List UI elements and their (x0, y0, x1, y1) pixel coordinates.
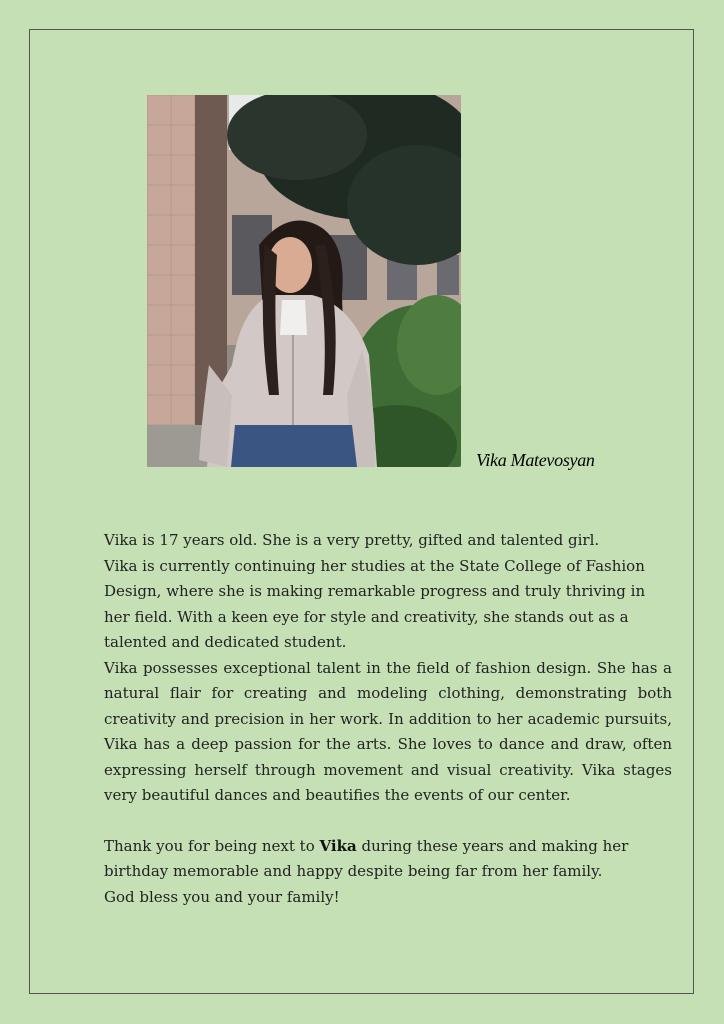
thanks-text-before: Thank you for being next to (104, 836, 320, 855)
paragraph-thanks (104, 834, 672, 885)
thanks-text-after: during these years and making her birthday memorable and happy despite being far from her family. (104, 836, 629, 880)
biography-text (104, 528, 672, 910)
thanks-name: Vika (319, 836, 357, 855)
paragraph-blessing: God bless you and your family! (104, 887, 340, 906)
paragraph-studies: Vika is currently continuing her studies at the State College of Fashion Design, where she is making remarkable progress and truly thriving in her field. With a keen eye for style and creativity, she stands out as a talented and dedicated student. (104, 556, 646, 651)
paragraph-gap (104, 809, 672, 834)
paragraph-talent: Vika possesses exceptional talent in the field of fashion design. She has a natural flair for creating and modeling clothing, demonstrating both creativity and precision in her work. In addition to her academic pursuits, Vika has a deep passion for the arts. She loves to dance and draw, often expressing herself through movement and visual creativity. Vika stages very beautiful dances and beautifies the events of our center. (104, 658, 672, 804)
photo-caption: Vika Matevosyan (476, 450, 595, 470)
paragraph-age: Vika is 17 years old. She is a very pretty, gifted and talented girl. (104, 531, 600, 549)
portrait-photo (147, 95, 461, 467)
